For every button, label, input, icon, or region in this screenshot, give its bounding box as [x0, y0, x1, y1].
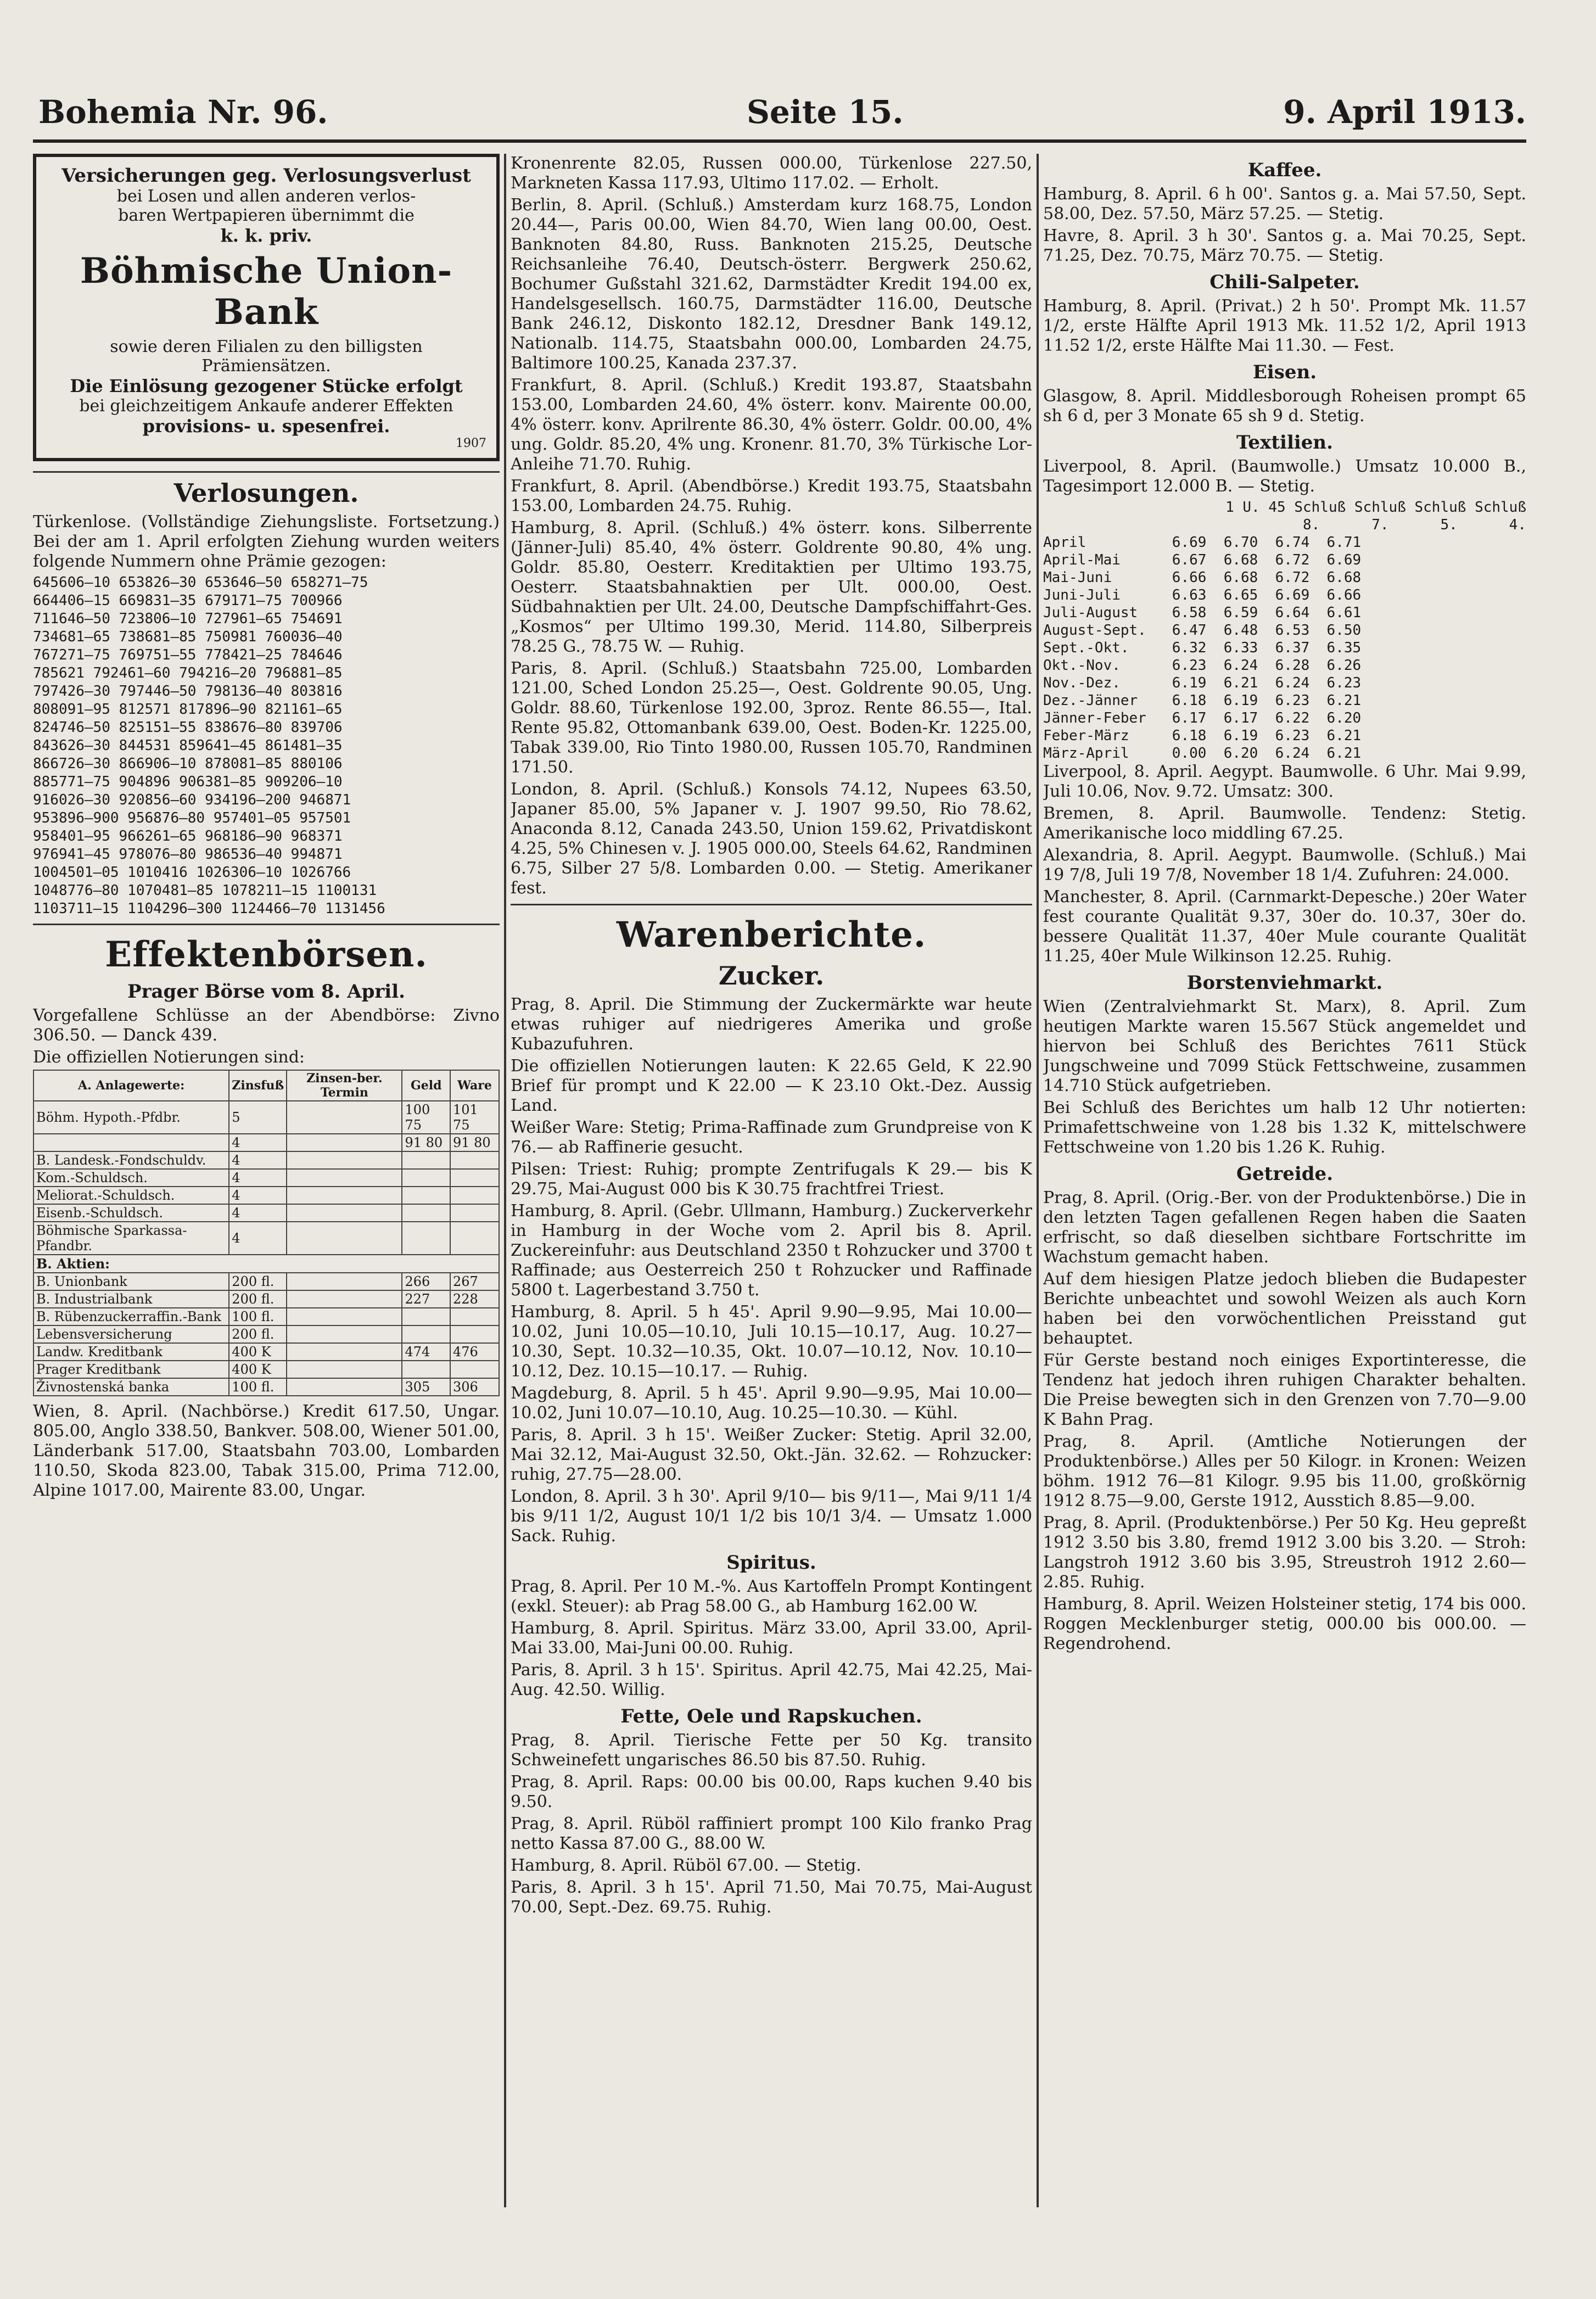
ad-bank-name: Böhmische Union-Bank [80, 250, 453, 333]
grain-report: Prag, 8. April. (Produktenbörse.) Per 50 Kg. Heu gepreßt 1912 3.50 bis 3.80, fremd 1912 3.00 bis 3.20. — Stroh: Langstroh 1912 3.60 bis 3.95, Streustroh 1912 2.60—2.85. Ruhig. [1043, 1513, 1526, 1592]
table-cell [450, 1325, 499, 1343]
table-row: Feber-März 6.18 6.19 6.23 6.21 [1043, 728, 1362, 744]
effekten-note: Die offiziellen Notierungen sind: [33, 1048, 305, 1067]
table-cell: 4 [229, 1222, 287, 1255]
section-title-getreide: Getreide. [1236, 1163, 1334, 1185]
table-cell: 267 [450, 1273, 499, 1290]
table-row [33, 1204, 499, 1222]
page-number: Seite 15. [747, 93, 904, 131]
bank-advertisement [33, 154, 500, 461]
sugar-report: Hamburg, 8. April. (Gebr. Ullmann, Hamburg.) Zuckerverkehr in Hamburg in der Woche vom 2. April bis 8. April. Zuckereinfuhr: aus Deutschland 2350 t Rohzucker und 3700 t Raffinade; aus Oesterreich 250 t Rohzucker und Raffinade 5800 t. Lagerbestand 3.750 t. [511, 1201, 1032, 1300]
sugar-report: Prag, 8. April. Die Stimmung der Zuckermärkte war heute etwas ruhiger auf niedrigeres Amerika und große Kubazufuhren. [511, 995, 1032, 1054]
effekten-subtitle: Prager Börse vom 8. April. [127, 981, 405, 1003]
cotton-table-dates: 8. 7. 5. 4. [1303, 517, 1526, 533]
section-title-zucker: Zucker. [718, 961, 825, 991]
table-cell: 4 [229, 1134, 287, 1151]
market-report: Kronenrente 82.05, Russen 000.00, Türkenlose 227.50, Markneten Kassa 117.93, Ultimo 117.02. — Erholt. [511, 154, 1032, 193]
table-cell [287, 1101, 402, 1134]
table-row: Nov.-Dez. 6.19 6.21 6.24 6.23 [1043, 675, 1362, 691]
newspaper-page [33, 82, 1526, 2213]
table-row [33, 1222, 499, 1255]
table-cell [450, 1222, 499, 1255]
table-row: April 6.69 6.70 6.74 6.71 [1043, 534, 1362, 551]
section-title-fette: Fette, Oele und Rapskuchen. [620, 1705, 922, 1727]
table-cell: 101 75 [450, 1101, 499, 1134]
wien-report: Wien, 8. April. (Nachbörse.) Kredit 617.50, Ungar. 805.00, Anglo 338.50, Bankver. 508.00, Wiener 501.00, Länderbank 517.00, Staatsbahn 703.00, Lombarden 110.50, Skoda 823.00, Tabak 315.00, Prima 712.00, Alpine 1017.00, Mairente 83.00, Ungar. [33, 1402, 500, 1500]
market-report-london: London, 8. April. (Schluß.) Konsols 74.12, Nupees 63.50, Japaner 85.00, 5% Japaner v. J. 1907 99.50, Rio 78.62, Anaconda 8.12, Canada 243.50, Union 159.62, Privatdiskont 4.25, 5% Chinesen v. J. 1905 000.00, Steels 64.62, Randminen 6.75, Silber 27 5/8. Lombarden 0.00. — Stetig. Amerikaner fest. [511, 780, 1032, 898]
divider [33, 924, 500, 925]
table-cell [402, 1169, 450, 1187]
table-cell: Böhmische Sparkassa-Pfandbr. [33, 1222, 229, 1255]
divider [33, 471, 500, 473]
table-cell [402, 1361, 450, 1378]
table-cell: Landw. Kreditbank [33, 1343, 229, 1361]
table-cell [450, 1187, 499, 1204]
table-row [33, 1134, 499, 1151]
quotes-table [33, 1070, 500, 1396]
ad-line: Die Einlösung gezogener Stücke erfolgt [70, 376, 463, 396]
page-header [33, 82, 1526, 143]
spirit-report: Paris, 8. April. 3 h 15'. Spiritus. April 42.75, Mai 42.25, Mai-Aug. 42.50. Willig. [511, 1660, 1032, 1699]
table-cell: Böhm. Hypoth.-Pfdbr. [33, 1101, 229, 1134]
table-cell [402, 1325, 450, 1343]
table-header: Zinsfuß [229, 1070, 287, 1101]
table-cell: 200 fl. [229, 1273, 287, 1290]
table-cell [402, 1151, 450, 1169]
table-cell: B. Rübenzuckerraffin.-Bank [33, 1308, 229, 1325]
fats-report: Hamburg, 8. April. Rüböl 67.00. — Stetig. [511, 1856, 861, 1875]
coffee-report: Havre, 8. April. 3 h 30'. Santos g. a. Mai 70.25, Sept. 71.25, Dez. 70.75, März 70.75. — Stetig. [1043, 226, 1526, 265]
issue-number: Bohemia Nr. 96. [38, 93, 328, 131]
table-row: Sept.-Okt. 6.32 6.33 6.37 6.35 [1043, 640, 1362, 656]
table-cell: 476 [450, 1343, 499, 1361]
table-cell [287, 1187, 402, 1204]
table-row: April-Mai 6.67 6.68 6.72 6.69 [1043, 552, 1362, 568]
table-cell: B. Industrialbank [33, 1290, 229, 1308]
issue-date: 9. April 1913. [1283, 93, 1526, 131]
market-report-berlin: Berlin, 8. April. (Schluß.) Amsterdam kurz 168.75, London 20.44—, Paris 00.00, Wien 84.70, Wien lang 00.00, Oest. Banknoten 84.80, Russ. Banknoten 215.25, Deutsche Reichsanleihe 76.40, Deutsch-österr. Bergwerk 250.62, Bochumer Gußstahl 321.62, Darmstädter Kredit 194.00 ex, Handelsgesellsch. 160.75, Darmstädter 116.00, Deutsche Bank 246.12, Diskonto 182.12, Dresdner Bank 149.12, Nationalb. 114.75, Staatsbahn 000.00, Lombarden 24.75, Baltimore 100.25, Kanada 237.37. [511, 195, 1032, 373]
table-cell: 100 fl. [229, 1308, 287, 1325]
spirit-report: Hamburg, 8. April. Spiritus. März 33.00, April 33.00, April-Mai 33.00, Mai-Juni 00.00. Ruhig. [511, 1619, 1032, 1658]
verlosungen-numbers: 645606—10 653826—30 653646—50 658271—75 664406—15 669831—35 679171—75 700966 711646—50 723806—10 727961—65 754691 734681—65 738681—85 750981 760036—40 767271—75 769751—55 778421—25 784646 785621 792461—60 794216—20 796881—85 797426—30 797446—50 798136—40 803816 808091—95 812571 817896—90 821161—65 824746—50 825151—55 838676—80 839706 843626—30 844531 859641—45 861481—35 866726—30 866906—10 878081—85 880106 885771—75 904896 906381—85 909206—10 916026—30 920856—60 934196—200 946871 953896—900 956876—80 957401—05 957501 958401—95 966261—65 968186—90 968371 976941—45 978076—80 986536—40 994871 1004501—05 1010416 1026306—10 1026766 1048776—80 1070481—85 1078211—15 1100131 1103711—15 1104296—300 1124466—70 1131456 [33, 574, 385, 917]
column-rule-2 [1037, 154, 1039, 2207]
table-cell: Lebensversicherung [33, 1325, 229, 1343]
ad-line: sowie deren Filialen zu den billigsten [110, 337, 423, 356]
table-row: Mai-Juni 6.66 6.68 6.72 6.68 [1043, 569, 1362, 586]
table-cell [402, 1187, 450, 1204]
livestock-report: Bei Schluß des Berichtes um halb 12 Uhr notierten: Primafettschweine von 1.28 bis 1.32 K, mittelschwere Fettschweine von 1.20 bis 1.26 K. Ruhig. [1043, 1098, 1526, 1157]
verlosungen-intro: Türkenlose. (Vollständige Ziehungsliste. Fortsetzung.) Bei der am 1. April erfolgten Ziehung wurden weiters folgende Nummern ohne Prämie gezogen: [33, 512, 500, 571]
table-row: März-April 0.00 6.20 6.24 6.21 [1043, 745, 1362, 762]
table-row [33, 1290, 499, 1308]
table-cell: 227 [402, 1290, 450, 1308]
textile-report: Liverpool, 8. April. (Baumwolle.) Umsatz 10.000 B., Tagesimport 12.000 B. — Stetig. [1043, 457, 1526, 496]
table-row [33, 1273, 499, 1290]
grain-report: Hamburg, 8. April. Weizen Holsteiner stetig, 174 bis 000. Roggen Mecklenburger stetig, 000.00 bis 000.00. — Regendrohend. [1043, 1595, 1526, 1653]
table-cell: 5 [229, 1101, 287, 1134]
ad-line: bei gleichzeitigem Ankaufe anderer Effekten [79, 396, 453, 416]
livestock-report: Wien (Zentralviehmarkt St. Marx), 8. April. Zum heutigen Markte waren 15.567 Stück angemeldet und hiervon bei Schluß des Berichtes 7611 Stück Jungschweine und 7099 Stück Fettschweine, zusammen 14.710 Stück aufgetrieben. [1043, 997, 1526, 1095]
grain-report: Für Gerste bestand noch einiges Exportinteresse, die Tendenz hat jedoch ihren ruhigen Charakter behalten. Die Preise bewegten sich in den Grenzen von 7.70—9.00 K Bahn Prag. [1043, 1351, 1526, 1429]
table-cell: 228 [450, 1290, 499, 1308]
table-row [33, 1308, 499, 1325]
table-cell [287, 1151, 402, 1169]
divider [511, 904, 1032, 905]
column-rule-1 [504, 154, 506, 2207]
table-row [33, 1151, 499, 1169]
fats-report: Prag, 8. April. Raps: 00.00 bis 00.00, Raps kuchen 9.40 bis 9.50. [511, 1772, 1032, 1811]
saltpeter-report: Hamburg, 8. April. (Privat.) 2 h 50'. Prompt Mk. 11.57 1/2, erste Hälfte April 1913 Mk. 11.52 1/2, April 1913 11.52 1/2, erste Hälfte Mai 11.30. — Fest. [1043, 297, 1526, 355]
cotton-table [1043, 534, 1526, 762]
textile-report: Liverpool, 8. April. Aegypt. Baumwolle. 6 Uhr. Mai 9.99, Juli 10.06, Nov. 9.72. Umsatz: 300. [1043, 762, 1526, 801]
grain-report: Prag, 8. April. (Orig.-Ber. von der Produktenbörse.) Die in den letzten Tagen gefallenen Regen haben die Saaten erfrischt, so daß dieselben sichtbare Fortschritte im Wachstum gemacht haben. [1043, 1188, 1526, 1267]
table-cell [450, 1204, 499, 1222]
column-left [33, 154, 500, 1503]
table-cell: B. Unionbank [33, 1273, 229, 1290]
column-right [1043, 154, 1526, 1656]
table-header-row [33, 1070, 499, 1101]
table-cell [402, 1308, 450, 1325]
table-cell: 305 [402, 1378, 450, 1396]
table-row [33, 1101, 499, 1134]
table-cell: 400 K [229, 1361, 287, 1378]
table-cell: Živnostenská banka [33, 1378, 229, 1396]
table-cell [287, 1204, 402, 1222]
sugar-report: Paris, 8. April. 3 h 15'. Weißer Zucker: Stetig. April 32.00, Mai 32.12, Mai-August 32.50, Okt.-Jän. 32.62. — Rohzucker: ruhig, 27.75—28.00. [511, 1425, 1032, 1484]
table-row: August-Sept. 6.47 6.48 6.53 6.50 [1043, 622, 1362, 639]
market-report-hamburg: Hamburg, 8. April. (Schluß.) 4% österr. kons. Silberrente (Jänner-Juli) 85.40, 4% österr. Goldrente 90.80, 4% ung. Goldr. 85.80, Oesterr. Kreditaktien per Ultimo 193.75, Oesterr. Staatsbahnaktien per Ult. 000.00, Oest. Südbahnaktien per Ult. 24.00, Deutsche Dampfschiffahrt-Ges. „Kosmos“ per Ultimo 199.30, Merid. 114.80, Silberpreis 78.25 G., 78.75 W. — Ruhig. [511, 518, 1032, 656]
table-cell: 4 [229, 1151, 287, 1169]
table-cell [402, 1204, 450, 1222]
table-cell: 474 [402, 1343, 450, 1361]
table-cell: 91 80 [402, 1134, 450, 1151]
ad-ref: 1907 [456, 437, 486, 450]
table-header: A. Anlagewerte: [33, 1070, 229, 1101]
table-cell: 200 fl. [229, 1325, 287, 1343]
market-report-frankfurt-evening: Frankfurt, 8. April. (Abendbörse.) Kredit 193.75, Staatsbahn 153.00, Lombarden 24.75. Ruhig. [511, 477, 1032, 516]
table-cell: Prager Kreditbank [33, 1361, 229, 1378]
market-report-paris: Paris, 8. April. (Schluß.) Staatsbahn 725.00, Lombarden 121.00, Sched London 25.25—, Oest. Goldrente 90.05, Ung. Goldr. 88.60, Türkenlose 192.00, 3proz. Rente 86.55—, Ital. Rente 95.82, Ottomanbank 639.00, Oest. Boden-Kr. 1225.00, Tabak 339.00, Rio Tinto 1980.00, Russen 105.70, Randminen 171.50. [511, 659, 1032, 777]
section-title-borstenvieh: Borstenviehmarkt. [1186, 972, 1383, 994]
sugar-report: Weißer Ware: Stetig; Prima-Raffinade zum Grundpreise von K 76.— ab Raffinerie gesucht. [511, 1118, 1032, 1157]
iron-report: Glasgow, 8. April. Middlesborough Roheisen prompt 65 sh 6 d, per 3 Monate 65 sh 9 d. Stetig. [1043, 387, 1526, 426]
table-cell [450, 1308, 499, 1325]
effekten-text: Vorgefallene Schlüsse an der Abendbörse: Zivno 306.50. — Danck 439. [33, 1006, 500, 1045]
textile-report: Alexandria, 8. April. Aegypt. Baumwolle. (Schluß.) Mai 19 7/8, Juli 19 7/8, November 18 1/4. Zufuhren: 24.000. [1043, 846, 1526, 885]
table-cell: B. Landesk.-Fondschuldv. [33, 1151, 229, 1169]
grain-report: Auf dem hiesigen Platze jedoch blieben die Budapester Berichte unbeachtet und sowohl Weizen als auch Korn haben bei den vorwöchentlichen Preisstand gut behauptet. [1043, 1269, 1526, 1348]
table-cell: 100 75 [402, 1101, 450, 1134]
table-cell [450, 1169, 499, 1187]
table-cell [450, 1151, 499, 1169]
grain-report: Prag, 8. April. (Amtliche Notierungen der Produktenbörse.) Alles per 50 Kilogr. in Kronen: Weizen böhm. 1912 76—81 Kilogr. 9.95 bis 11.00, großkörnig 1912 8.75—9.00, Gerste 1912, Ausstich 8.85—9.00. [1043, 1432, 1526, 1511]
table-cell: 4 [229, 1187, 287, 1204]
section-title-eisen: Eisen. [1252, 361, 1317, 383]
table-section-row [33, 1255, 499, 1273]
ad-line: baren Wertpapieren übernimmt die [118, 206, 415, 225]
table-cell: Kom.-Schuldsch. [33, 1169, 229, 1187]
table-row [33, 1378, 499, 1396]
table-cell: 91 80 [450, 1134, 499, 1151]
table-cell [402, 1222, 450, 1255]
textile-report: Bremen, 8. April. Baumwolle. Tendenz: Stetig. Amerikanische loco middling 67.25. [1043, 804, 1526, 843]
ad-line: k. k. priv. [220, 225, 312, 246]
section-title-chili: Chili-Salpeter. [1209, 271, 1360, 293]
coffee-report: Hamburg, 8. April. 6 h 00'. Santos g. a. Mai 57.50, Sept. 58.00, Dez. 57.50, März 57.25. — Stetig. [1043, 184, 1526, 223]
spirit-report: Prag, 8. April. Per 10 M.-%. Aus Kartoffeln Prompt Kontingent (exkl. Steuer): ab Prag 58.00 G., ab Hamburg 162.00 W. [511, 1577, 1032, 1616]
column-middle [511, 154, 1032, 1920]
table-cell [33, 1134, 229, 1151]
table-row: Juli-August 6.58 6.59 6.64 6.61 [1043, 605, 1362, 621]
table-cell [287, 1134, 402, 1151]
table-header: Geld [402, 1070, 450, 1101]
table-row: Jänner-Feber 6.17 6.17 6.22 6.20 [1043, 710, 1362, 726]
sugar-report: Magdeburg, 8. April. 5 h 45'. April 9.90—9.95, Mai 10.00—10.02, Juni 10.07—10.10, Aug. 10.25—10.30. — Kühl. [511, 1384, 1032, 1423]
table-cell: Eisenb.-Schuldsch. [33, 1204, 229, 1222]
section-title-kaffee: Kaffee. [1247, 159, 1322, 181]
table-cell: 4 [229, 1169, 287, 1187]
table-cell [287, 1222, 402, 1255]
ad-line: Versicherungen geg. Verlosungsverlust [61, 165, 471, 187]
table-row: Okt.-Nov. 6.23 6.24 6.28 6.26 [1043, 657, 1362, 674]
section-title-spiritus: Spiritus. [726, 1552, 816, 1574]
section-title-verlosungen: Verlosungen. [173, 478, 359, 508]
table-row: Dez.-Jänner 6.18 6.19 6.23 6.21 [1043, 692, 1362, 709]
table-cell: 306 [450, 1378, 499, 1396]
table-section-title: B. Aktien: [33, 1255, 499, 1273]
textile-report: Manchester, 8. April. (Carnmarkt-Depesche.) 20er Water fest courante Qualität 9.37, 30er do. 10.37, 30er do. bessere Qualität 11.37, 40er Mule courante Qualität 11.25, 40er Mule Wilkinson 12.25. Ruhig. [1043, 887, 1526, 966]
table-row: Juni-Juli 6.63 6.65 6.69 6.66 [1043, 587, 1362, 603]
sugar-report: Die offiziellen Notierungen lauten: K 22.65 Geld, K 22.90 Brief für prompt und K 22.00 — K 23.10 Okt.-Dez. Aussig Land. [511, 1056, 1032, 1115]
table-row [33, 1325, 499, 1343]
table-row [33, 1169, 499, 1187]
table-header: Zinsen-ber. Termin [287, 1070, 402, 1101]
ad-line: bei Losen und allen anderen verlos- [116, 187, 416, 206]
table-cell [450, 1361, 499, 1378]
table-cell [287, 1169, 402, 1187]
table-row [33, 1343, 499, 1361]
cotton-table-header: 1 U. 45 Schluß Schluß Schluß Schluß [1225, 499, 1526, 516]
section-title-textilien: Textilien. [1236, 432, 1333, 454]
fats-report: Paris, 8. April. 3 h 15'. April 71.50, Mai 70.75, Mai-August 70.00, Sept.-Dez. 69.75. Ruhig. [511, 1878, 1032, 1917]
table-cell: 400 K [229, 1343, 287, 1361]
market-report-frankfurt: Frankfurt, 8. April. (Schluß.) Kredit 193.87, Staatsbahn 153.00, Lombarden 24.60, 4% österr. konv. Mairente 00.00, 4% österr. konv. Aprilrente 86.30, 4% österr. Goldr. 00.00, 4% ung. Goldr. 85.20, 4% ung. Kronenr. 81.70, 3% Türkische Lor-Anleihe 71.70. Ruhig. [511, 376, 1032, 474]
table-cell: 200 fl. [229, 1290, 287, 1308]
section-title-effekten: Effektenbörsen. [105, 934, 428, 975]
table-cell: 4 [229, 1204, 287, 1222]
section-title-warenberichte: Warenberichte. [616, 914, 927, 955]
ad-line: provisions- u. spesenfrei. [142, 416, 390, 437]
table-cell: Meliorat.-Schuldsch. [33, 1187, 229, 1204]
sugar-report: London, 8. April. 3 h 30'. April 9/10— bis 9/11—, Mai 9/11 1/4 bis 9/11 1/2, August 10/1 1/2 bis 10/1 3/4. — Umsatz 1.000 Sack. Ruhig. [511, 1487, 1032, 1546]
table-header: Ware [450, 1070, 499, 1101]
fats-report: Prag, 8. April. Rüböl raffiniert prompt 100 Kilo franko Prag netto Kassa 87.00 G., 88.00 W. [511, 1814, 1032, 1853]
table-row [33, 1187, 499, 1204]
sugar-report: Hamburg, 8. April. 5 h 45'. April 9.90—9.95, Mai 10.00—10.02, Juni 10.05—10.10, Juli 10.15—10.17, Aug. 10.27—10.30, Sept. 10.32—10.35, Okt. 10.07—10.12, Nov. 10.10—10.12, Dez. 10.15—10.17. — Ruhig. [511, 1302, 1032, 1381]
sugar-report: Pilsen: Triest: Ruhig; prompte Zentrifugals K 29.— bis K 29.75, Mai-August 000 bis K 30.75 frachtfrei Triest. [511, 1160, 1032, 1199]
table-cell: 266 [402, 1273, 450, 1290]
ad-line: Prämiensätzen. [201, 356, 331, 376]
table-row [33, 1361, 499, 1378]
fats-report: Prag, 8. April. Tierische Fette per 50 Kg. transito Schweinefett ungarisches 86.50 bis 87.50. Ruhig. [511, 1731, 1032, 1770]
table-cell: 100 fl. [229, 1378, 287, 1396]
